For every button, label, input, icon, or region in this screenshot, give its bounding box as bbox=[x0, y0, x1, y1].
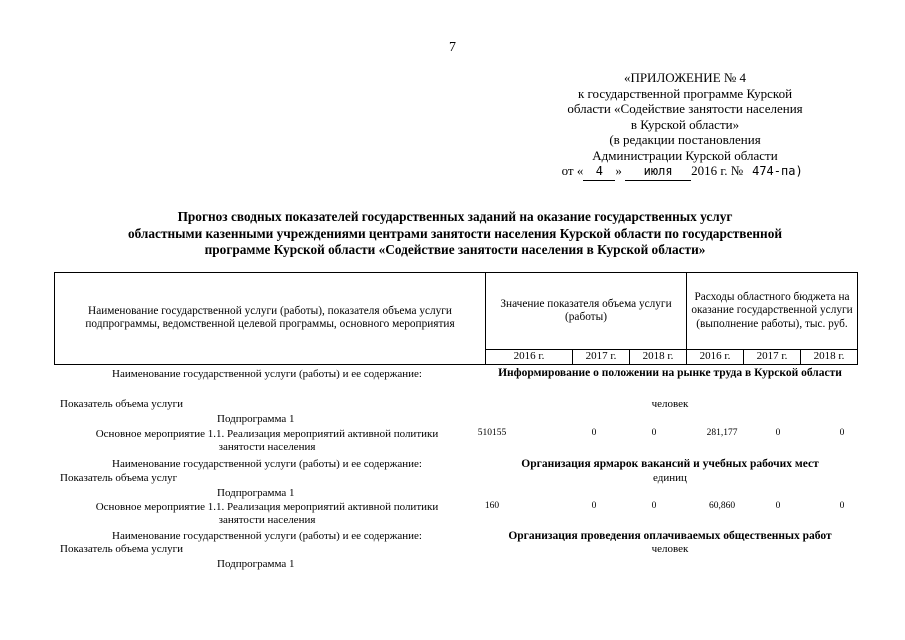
value-cell: 0 bbox=[839, 428, 845, 438]
indicator-label: Показатель объема услуг bbox=[60, 472, 178, 484]
service-name: Организация проведения оплачиваемых общественных работ bbox=[508, 530, 832, 542]
appendix-date-line bbox=[520, 163, 850, 181]
service-label: Наименование государственной услуги (работы) и ее содержание: bbox=[112, 458, 422, 470]
value-cell: 60,860 bbox=[708, 501, 736, 511]
table-header bbox=[54, 272, 858, 365]
date-day: 4 bbox=[583, 164, 615, 181]
value-cell: 0 bbox=[591, 428, 597, 438]
appendix-line: области «Содействие занятости населения bbox=[567, 101, 803, 116]
value-cell: 0 bbox=[651, 501, 657, 511]
value-cell: 510155 bbox=[477, 428, 507, 438]
appendix-line: к государственной программе Курской bbox=[577, 85, 793, 101]
appendix-line: «ПРИЛОЖЕНИЕ № 4 bbox=[623, 70, 747, 85]
year-cell: 2018 г. bbox=[801, 350, 858, 365]
date-month: июля bbox=[625, 164, 691, 181]
value-cell: 0 bbox=[651, 428, 657, 438]
date-prefix: от « bbox=[561, 163, 584, 178]
value-cell: 160 bbox=[484, 501, 500, 511]
value-cell: 0 bbox=[775, 428, 781, 438]
date-mid: » bbox=[615, 163, 622, 178]
subprogram-label: Подпрограмма 1 bbox=[217, 558, 295, 570]
activity-label bbox=[54, 428, 480, 454]
document-title bbox=[55, 209, 855, 259]
year-cell: 2017 г. bbox=[744, 350, 801, 365]
date-number: 474-па) bbox=[752, 164, 803, 178]
service-name: Информирование о положении на рынке труда в Курской области bbox=[498, 367, 842, 379]
service-label: Наименование государственной услуги (работы) и ее содержание: bbox=[112, 368, 422, 380]
indicator-label: Показатель объема услуги bbox=[60, 543, 184, 555]
title-line: областными казенными учреждениями центрами занятости населения Курской области по государственной bbox=[127, 225, 783, 241]
appendix-line: в Курской области» bbox=[630, 116, 740, 132]
appendix-line: (в редакции постановления bbox=[609, 132, 761, 147]
value-cell: 0 bbox=[591, 501, 597, 511]
activity-line: Основное мероприятие 1.1. Реализация мероприятий активной политики bbox=[95, 501, 439, 513]
year-cell: 2018 г. bbox=[630, 350, 687, 365]
date-year: 2016 г. № bbox=[691, 163, 744, 178]
title-line: Прогноз сводных показателей государственных заданий на оказание государственных услуг bbox=[177, 209, 733, 224]
unit-label: человек bbox=[651, 543, 689, 555]
subprogram-label: Подпрограмма 1 bbox=[217, 413, 295, 425]
activity-line: занятости населения bbox=[218, 514, 316, 526]
header-col-expenses: Расходы областного бюджета на оказание государственной услуги (выполнение работы), тыс. руб. bbox=[687, 273, 858, 350]
header-col-name: Наименование государственной услуги (работы), показателя объема услуги подпрограммы, ведомственной целевой программы, основного мероприятия bbox=[55, 273, 486, 365]
year-cell: 2017 г. bbox=[573, 350, 630, 365]
value-cell: 0 bbox=[839, 501, 845, 511]
page-number: 7 bbox=[449, 40, 456, 55]
activity-line: занятости населения bbox=[218, 441, 316, 453]
service-name: Организация ярмарок вакансий и учебных рабочих мест bbox=[521, 458, 819, 470]
value-cell: 281,177 bbox=[706, 428, 738, 438]
year-cell: 2016 г. bbox=[687, 350, 744, 365]
appendix-block bbox=[520, 70, 850, 181]
year-cell: 2016 г. bbox=[486, 350, 573, 365]
unit-label: человек bbox=[651, 398, 689, 410]
service-label: Наименование государственной услуги (работы) и ее содержание: bbox=[112, 530, 422, 542]
title-line: программе Курской области «Содействие занятости населения в Курской области» bbox=[204, 242, 706, 257]
unit-label: единиц bbox=[653, 472, 687, 484]
indicator-label: Показатель объема услуги bbox=[60, 398, 184, 410]
header-col-volume: Значение показателя объема услуги (работы) bbox=[486, 273, 687, 350]
activity-line: Основное мероприятие 1.1. Реализация мероприятий активной политики bbox=[95, 428, 439, 440]
value-cell: 0 bbox=[775, 501, 781, 511]
appendix-line: Администрации Курской области bbox=[592, 147, 778, 163]
activity-label bbox=[54, 501, 480, 527]
subprogram-label: Подпрограмма 1 bbox=[217, 487, 295, 499]
